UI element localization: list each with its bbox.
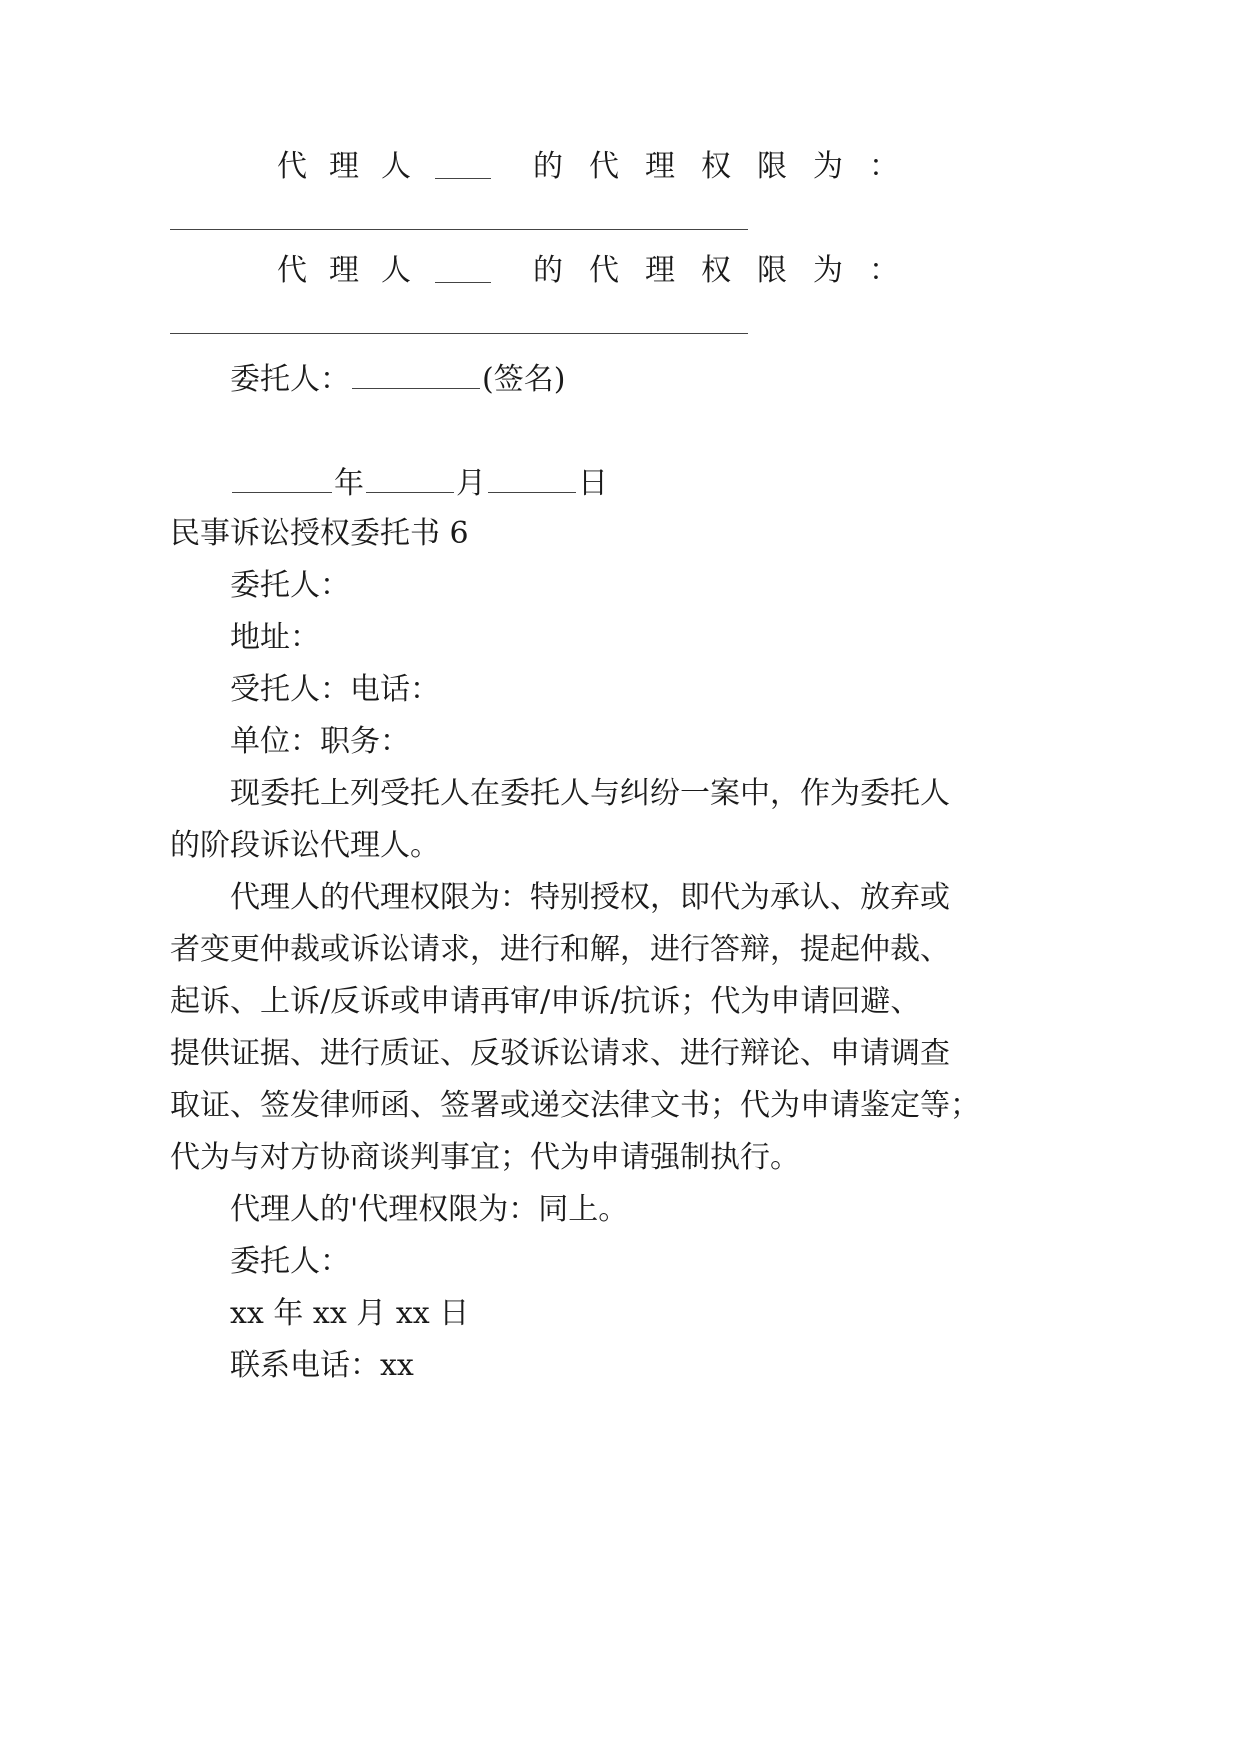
- agent-limit-line-1: [277, 149, 925, 184]
- para2-line-4: 提供证据、进行质证、反驳诉讼请求、进行辩论、申请调查: [170, 1036, 950, 1071]
- date-line: xx 年 xx 月 xx 日: [230, 1296, 470, 1331]
- year-label: 年: [334, 466, 364, 501]
- para2-line-5: 取证、签发律师函、签署或递交法律文书；代为申请鉴定等；: [170, 1088, 980, 1123]
- same-as-above-line: 代理人的'代理权限为：同上。: [230, 1192, 629, 1227]
- agent-name-blank-1: [435, 152, 491, 179]
- para2-line-3: 起诉、上诉/反诉或申请再审/申诉/抗诉；代为申请回避、: [170, 984, 921, 1019]
- agent-limit-2-prefix: 代理人: [277, 253, 433, 288]
- principal-field: 委托人：: [230, 568, 350, 603]
- address-field: 地址：: [230, 620, 320, 655]
- para2-line-6: 代为与对方协商谈判事宜；代为申请强制执行。: [170, 1140, 800, 1175]
- para2-line-1: 代理人的代理权限为：特别授权，即代为承认、放弃或: [230, 880, 950, 915]
- agent-limit-line-2: [277, 253, 925, 288]
- para2-line-2: 者变更仲裁或诉讼请求，进行和解，进行答辩，提起仲裁、: [170, 932, 950, 967]
- agent-limit-1-suffix: 的代理权限为：: [533, 149, 925, 184]
- trustee-phone-field: 受托人：电话：: [230, 672, 440, 707]
- year-blank: [232, 466, 332, 493]
- unit-position-field: 单位：职务：: [230, 724, 410, 759]
- date-blank-line: [230, 466, 608, 499]
- para1-line-2: 的阶段诉讼代理人。: [170, 828, 440, 863]
- principal-signature-blank: [352, 362, 480, 389]
- section-title: 民事诉讼授权委托书 6: [170, 516, 469, 551]
- agent-limit-2-rule: [170, 333, 748, 334]
- day-label: 日: [578, 466, 608, 501]
- agent-limit-1-prefix: 代理人: [277, 149, 433, 184]
- agent-limit-1-rule: [170, 229, 748, 230]
- month-blank: [366, 466, 454, 493]
- agent-limit-2-suffix: 的代理权限为：: [533, 253, 925, 288]
- agent-name-blank-2: [435, 256, 491, 283]
- principal-signature-field: 委托人：: [230, 1244, 350, 1279]
- month-label: 月: [456, 466, 486, 501]
- principal-label: 委托人：: [230, 362, 350, 397]
- signature-note: (签名): [482, 362, 566, 397]
- principal-signature-line: [230, 362, 565, 395]
- para1-line-1: 现委托上列受托人在委托人与纠纷一案中，作为委托人: [230, 776, 950, 811]
- day-blank: [488, 466, 576, 493]
- contact-phone-line: 联系电话：xx: [230, 1348, 414, 1383]
